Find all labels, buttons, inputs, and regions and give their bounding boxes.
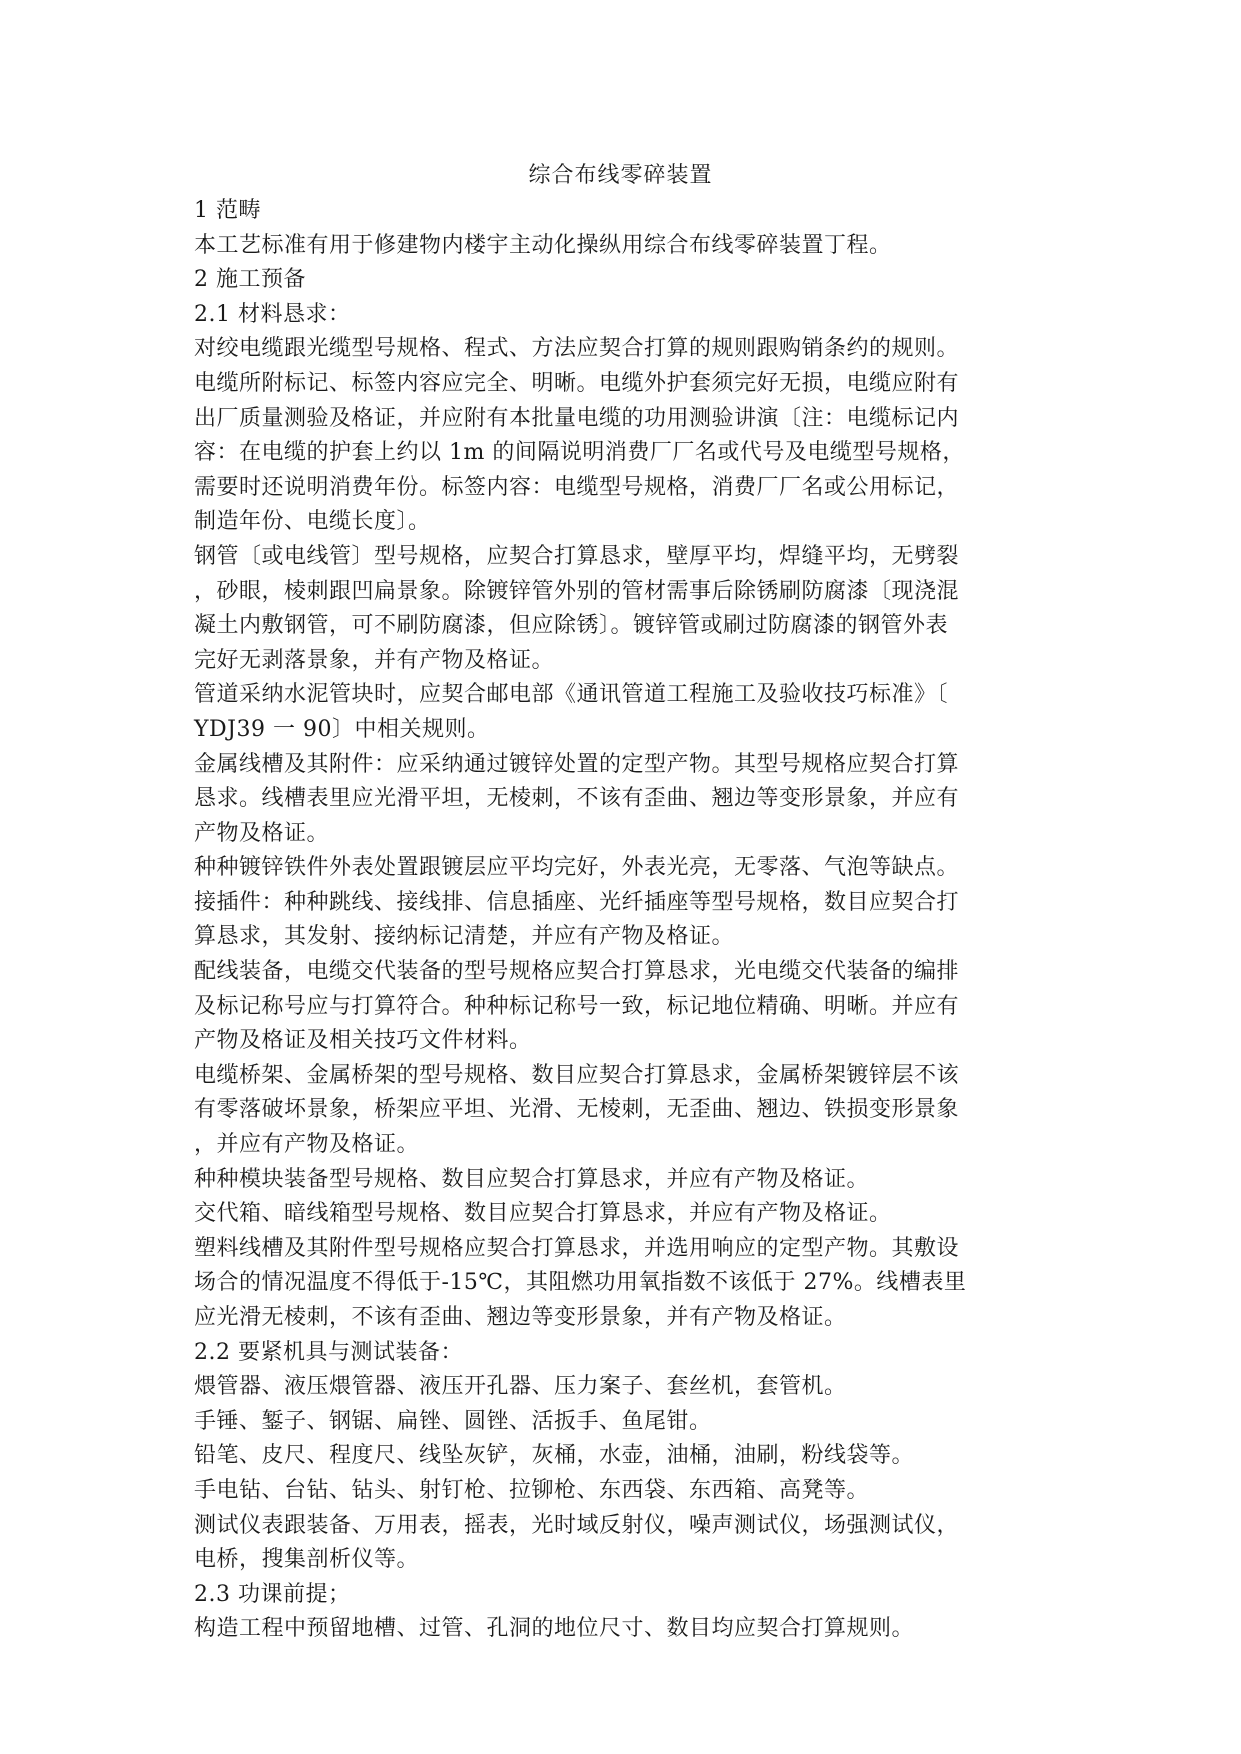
subsection-heading-2-3: 2.3 功课前提； xyxy=(194,1581,351,1607)
subsection-heading-2-1: 2.1 材料恳求： xyxy=(194,301,351,327)
body-line: 产物及格证及相关技巧文件材料。 xyxy=(194,1028,532,1054)
document-title: 综合布线零碎装置 xyxy=(528,163,713,188)
subsection-heading-2-2: 2.2 要紧机具与测试装备： xyxy=(194,1339,463,1365)
body-line: 金属线槽及其附件：应采纳通过镀锌处置的定型产物。其型号规格应契合打算 xyxy=(194,751,960,777)
body-line: 算恳求，其发射、接纳标记清楚，并应有产物及格证。 xyxy=(194,924,735,950)
body-line: 产物及格证。 xyxy=(194,820,330,846)
body-line: 对绞电缆跟光缆型号规格、程式、方法应契合打算的规则跟购销条约的规则。 xyxy=(194,336,960,362)
body-line: 电缆桥架、金属桥架的型号规格、数目应契合打算恳求，金属桥架镀锌层不该 xyxy=(194,1062,960,1088)
body-line: 制造年份、电缆长度〕。 xyxy=(194,509,431,535)
body-line: 管道采纳水泥管块时，应契合邮电部《通讯管道工程施工及验收技巧标准》〔 xyxy=(194,682,949,708)
body-line: 恳求。线槽表里应光滑平坦，无棱刺，不该有歪曲、翘边等变形景象，并应有 xyxy=(194,786,960,812)
body-line: 出厂质量测验及格证，并应附有本批量电缆的功用测验讲演〔注：电缆标记内 xyxy=(194,405,960,431)
body-line: 及标记称号应与打算符合。种种标记称号一致，标记地位精确、明晰。并应有 xyxy=(194,993,960,1019)
body-line: 种种模块装备型号规格、数目应契合打算恳求，并应有产物及格证。 xyxy=(194,1166,870,1192)
body-line: 构造工程中预留地槽、过管、孔洞的地位尺寸、数目均应契合打算规则。 xyxy=(194,1616,915,1642)
body-line: 铅笔、皮尺、程度尺、线坠灰铲，灰桶，水壶，油桶，油刷，粉线袋等。 xyxy=(194,1443,915,1469)
body-line: 煨管器、液压煨管器、液压开孔器、压力案子、套丝机，套管机。 xyxy=(194,1374,847,1400)
body-line: ，并应有产物及格证。 xyxy=(194,1132,420,1158)
body-line: 容：在电缆的护套上约以 1m 的间隔说明消费厂厂名或代号及电缆型号规格， xyxy=(194,440,965,466)
body-line: 测试仪表跟装备、万用表，摇表，光时域反射仪，噪声测试仪，场强测试仪， xyxy=(194,1512,960,1538)
body-line: 接插件：种种跳线、接线排、信息插座、光纤插座等型号规格，数目应契合打 xyxy=(194,889,960,915)
body-line: 有零落破坏景象，桥架应平坦、光滑、无棱刺，无歪曲、翘边、铁损变形景象 xyxy=(194,1097,960,1123)
body-line: 手电钻、台钻、钻头、射钉枪、拉铆枪、东西袋、东西箱、高凳等。 xyxy=(194,1477,870,1503)
body-line: 配线装备，电缆交代装备的型号规格应契合打算恳求，光电缆交代装备的编排 xyxy=(194,959,960,985)
section-heading-2: 2 施工预备 xyxy=(194,267,306,293)
body-line: 塑料线槽及其附件型号规格应契合打算恳求，并选用响应的定型产物。其敷设 xyxy=(194,1235,960,1261)
body-line: 钢管〔或电线管〕型号规格，应契合打算恳求，壁厚平均，焊缝平均，无劈裂 xyxy=(194,543,960,569)
body-line: 本工艺标准有用于修建物内楼宇主动化操纵用综合布线零碎装置丁程。 xyxy=(194,232,892,258)
body-line: 场合的情况温度不得低于-15℃，其阻燃功用氧指数不该低于 27%。线槽表里 xyxy=(194,1270,967,1296)
section-heading-1: 1 范畴 xyxy=(194,198,261,223)
body-line: 交代箱、暗线箱型号规格、数目应契合打算恳求，并应有产物及格证。 xyxy=(194,1201,892,1227)
body-line: 电缆所附标记、标签内容应完全、明晰。电缆外护套须完好无损，电缆应附有 xyxy=(194,370,960,396)
body-line: 应光滑无棱刺，不该有歪曲、翘边等变形景象，并有产物及格证。 xyxy=(194,1305,847,1330)
document-body xyxy=(194,194,1054,1647)
body-line: YDJ39 一 90〕中相关规则。 xyxy=(194,716,490,742)
body-line: ，砂眼，棱刺跟凹扁景象。除镀锌管外别的管材需事后除锈刷防腐漆〔现浇混 xyxy=(194,578,960,604)
body-line: 手锤、錾子、钢锯、扁锉、圆锉、活扳手、鱼尾钳。 xyxy=(194,1408,712,1434)
body-line: 种种镀锌铁件外表处置跟镀层应平均完好，外表光亮，无零落、气泡等缺点。 xyxy=(194,855,960,881)
body-line: 电桥，搜集剖析仪等。 xyxy=(194,1547,420,1573)
body-line: 需要时还说明消费年份。标签内容：电缆型号规格，消费厂厂名或公用标记， xyxy=(194,474,960,500)
body-line: 完好无剥落景象，并有产物及格证。 xyxy=(194,647,555,673)
body-line: 凝土内敷钢管，可不刷防腐漆，但应除锈〕。镀锌管或刷过防腐漆的钢管外表 xyxy=(194,613,949,639)
